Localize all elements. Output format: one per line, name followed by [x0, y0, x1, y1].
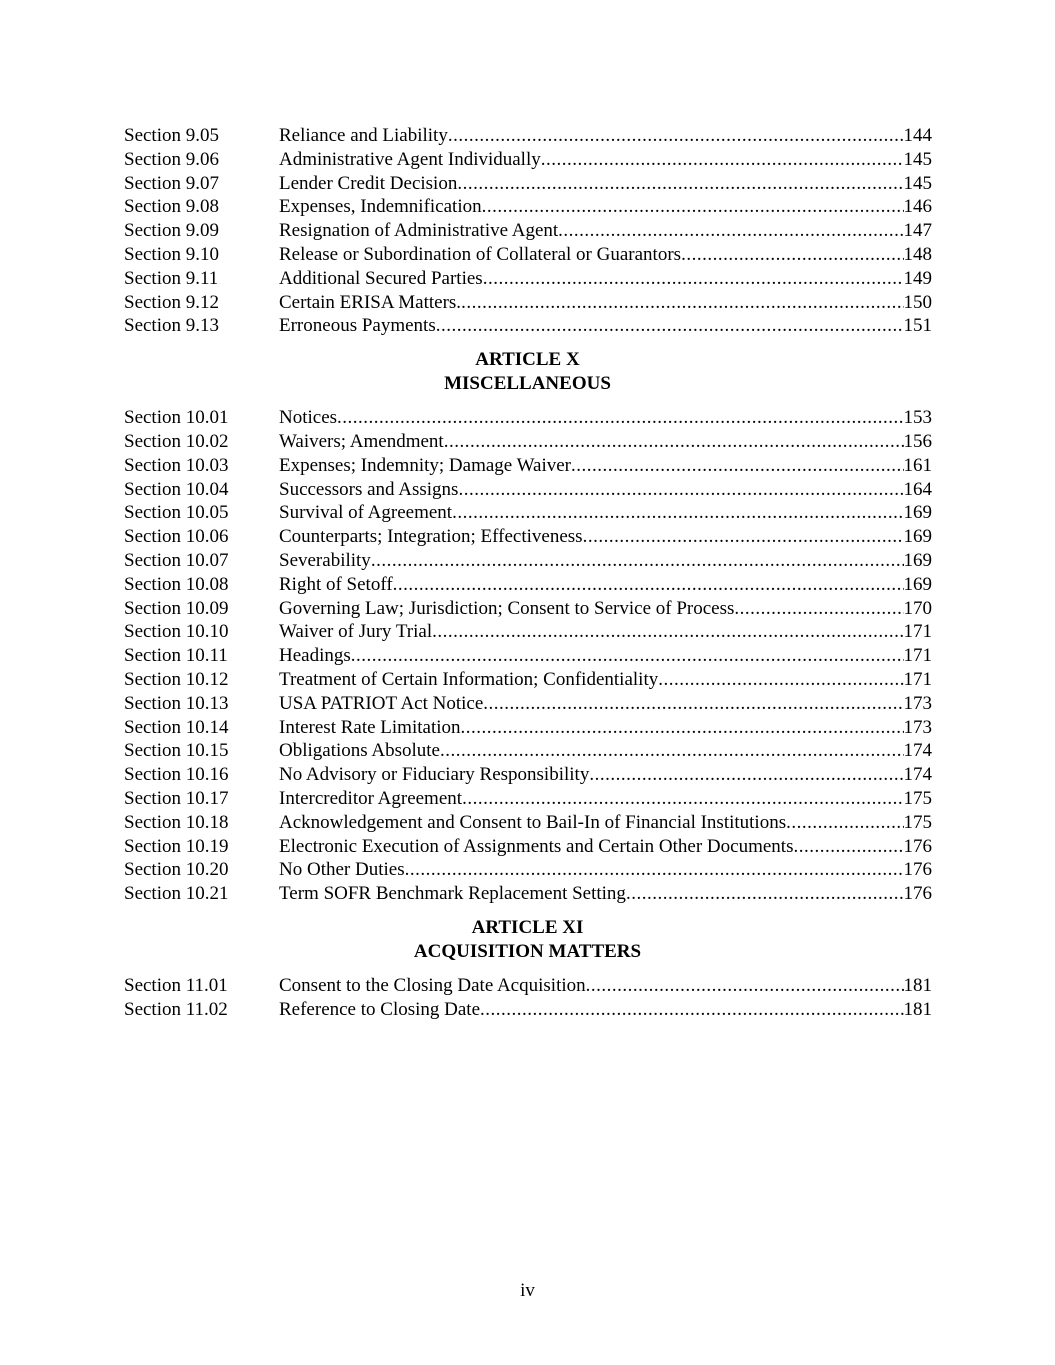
section-entry: [279, 406, 932, 430]
dot-leader: [658, 668, 903, 692]
section-number: Section 11.01: [124, 974, 228, 996]
section-page-number: 150: [903, 291, 932, 313]
section-number: Section 10.07: [124, 549, 229, 571]
section-title: Consent to the Closing Date Acquisition: [279, 974, 586, 996]
dot-leader: [457, 172, 903, 196]
article-xi-subtitle: ACQUISITION MATTERS: [413, 940, 642, 962]
toc-entry: [124, 835, 932, 859]
section-page-number: 149: [903, 267, 932, 289]
section-page-number: 148: [903, 243, 932, 265]
section-title: Treatment of Certain Information; Confidentiality: [279, 668, 659, 690]
section-page-number: 175: [903, 787, 932, 809]
article-xi-title: ARTICLE XI: [471, 916, 584, 938]
dot-leader: [444, 430, 904, 454]
section-title: Additional Secured Parties: [279, 267, 483, 289]
toc-entry: [124, 314, 932, 338]
dot-leader: [351, 644, 904, 668]
section-title: Survival of Agreement: [279, 502, 453, 524]
article-x-heading: [0, 348, 1055, 396]
section-entry: [279, 219, 932, 243]
section-number: Section 10.05: [124, 502, 229, 524]
section-number: Section 10.03: [124, 454, 229, 476]
section-page-number: 164: [903, 478, 932, 500]
section-number: Section 10.14: [124, 716, 229, 738]
section-title: Erroneous Payments: [279, 315, 436, 337]
section-title: USA PATRIOT Act Notice: [279, 692, 484, 714]
toc-entry: [124, 644, 932, 668]
toc-entry: [124, 787, 932, 811]
dot-leader: [483, 267, 904, 291]
section-entry: [279, 692, 932, 716]
section-title: Reference to Closing Date: [279, 998, 481, 1020]
toc-entry: [124, 525, 932, 549]
section-number: Section 9.13: [124, 315, 219, 337]
section-title: Severability: [279, 549, 371, 571]
section-title: Waiver of Jury Trial: [279, 621, 433, 643]
toc-entry: [124, 692, 932, 716]
section-page-number: 145: [903, 172, 932, 194]
toc-entry: [124, 716, 932, 740]
dot-leader: [432, 620, 903, 644]
toc-entry: [124, 406, 932, 430]
section-page-number: 156: [903, 430, 932, 452]
section-title: Acknowledgement and Consent to Bail-In of Financial Institutions: [279, 811, 787, 833]
dot-leader: [541, 148, 904, 172]
section-number: Section 10.02: [124, 430, 229, 452]
toc-entry: [124, 478, 932, 502]
section-number: Section 10.15: [124, 740, 229, 762]
section-number: Section 10.19: [124, 835, 229, 857]
toc-entry: [124, 974, 932, 998]
section-page-number: 173: [903, 692, 932, 714]
section-title: No Other Duties: [279, 859, 405, 881]
dot-leader: [483, 692, 903, 716]
section-entry: [279, 430, 932, 454]
toc-entry: [124, 430, 932, 454]
article-x-sections: [124, 406, 932, 906]
section-number: Section 9.11: [124, 267, 219, 289]
toc-entry: [124, 501, 932, 525]
section-number: Section 9.07: [124, 172, 219, 194]
section-page-number: 169: [903, 573, 932, 595]
dot-leader: [458, 478, 903, 502]
section-number: Section 10.21: [124, 883, 229, 905]
section-entry: [279, 739, 932, 763]
section-page-number: 169: [903, 549, 932, 571]
section-number: Section 9.09: [124, 220, 219, 242]
toc-entry: [124, 454, 932, 478]
section-title: Waivers; Amendment: [279, 430, 444, 452]
toc-entry: [124, 148, 932, 172]
page-number: iv: [520, 1280, 535, 1301]
section-page-number: 171: [903, 668, 932, 690]
dot-leader: [583, 525, 904, 549]
dot-leader: [461, 291, 903, 315]
dot-leader: [462, 787, 903, 811]
section-number: Section 9.06: [124, 148, 219, 170]
dot-leader: [405, 858, 904, 882]
section-entry: [279, 501, 932, 525]
section-title: Intercreditor Agreement: [279, 787, 463, 809]
section-entry: [279, 172, 932, 196]
section-page-number: 171: [903, 621, 932, 643]
section-number: Section 10.16: [124, 764, 229, 786]
section-page-number: 153: [903, 407, 932, 429]
section-entry: [279, 291, 932, 315]
section-page-number: 174: [903, 740, 932, 762]
section-page-number: 144: [903, 125, 932, 146]
toc-entry: [124, 219, 932, 243]
section-number: Section 9.10: [124, 243, 219, 265]
dot-leader: [786, 811, 903, 835]
section-title: Right of Setoff: [279, 573, 393, 595]
toc-entry: [124, 739, 932, 763]
dot-leader: [558, 219, 903, 243]
section-title: Lender Credit Decision: [279, 172, 458, 194]
section-title: Certain ERISA Matters.: [279, 291, 462, 313]
toc-entry: [124, 620, 932, 644]
section-title: Obligations Absolute: [279, 740, 440, 762]
dot-leader: [440, 739, 904, 763]
section-entry: [279, 549, 932, 573]
section-entry: [279, 124, 932, 148]
section-number: Section 10.08: [124, 573, 229, 595]
section-title: Release or Subordination of Collateral or Guarantors: [279, 243, 682, 265]
section-entry: [279, 195, 932, 219]
section-title: Expenses; Indemnity; Damage Waiver: [279, 454, 572, 476]
section-title: Governing Law; Jurisdiction; Consent to Service of Process: [279, 597, 735, 619]
dot-leader: [371, 549, 904, 573]
section-entry: [279, 974, 932, 998]
section-page-number: 169: [903, 502, 932, 524]
section-page-number: 170: [903, 597, 932, 619]
toc-entry: [124, 267, 932, 291]
section-entry: [279, 454, 932, 478]
section-number: Section 10.06: [124, 526, 229, 548]
section-number: Section 10.20: [124, 859, 229, 881]
section-page-number: 176: [903, 859, 932, 881]
section-title: Successors and Assigns: [279, 478, 459, 500]
section-entry: [279, 882, 932, 906]
toc-entry: [124, 573, 932, 597]
section-entry: [279, 478, 932, 502]
toc-entry: [124, 172, 932, 196]
section-page-number: 147: [903, 220, 932, 242]
section-entry: [279, 644, 932, 668]
table-of-contents: [124, 124, 932, 1022]
section-entry: [279, 763, 932, 787]
dot-leader: [482, 195, 904, 219]
toc-entry: [124, 668, 932, 692]
section-number: Section 10.09: [124, 597, 229, 619]
section-page-number: 175: [903, 811, 932, 833]
section-title: Expenses, Indemnification: [279, 196, 482, 218]
section-entry: [279, 668, 932, 692]
dot-leader: [461, 716, 904, 740]
section-entry: [279, 998, 932, 1022]
section-entry: [279, 716, 932, 740]
section-entry: [279, 858, 932, 882]
article-xi-sections: [124, 974, 932, 1022]
dot-leader: [586, 974, 904, 998]
section-entry: [279, 267, 932, 291]
article-ix-sections: [124, 124, 932, 338]
dot-leader: [571, 454, 903, 478]
section-entry: [279, 811, 932, 835]
toc-entry: [124, 882, 932, 906]
toc-entry: [124, 998, 932, 1022]
section-title: Counterparts; Integration; Effectiveness: [279, 526, 583, 548]
toc-entry: [124, 243, 932, 267]
section-title: Reliance and Liability: [279, 125, 448, 146]
toc-entry: [124, 763, 932, 787]
toc-entry: [124, 597, 932, 621]
dot-leader: [448, 124, 904, 148]
section-page-number: 181: [903, 998, 932, 1020]
toc-entry: [124, 858, 932, 882]
toc-entry: [124, 291, 932, 315]
section-entry: [279, 148, 932, 172]
toc-entry: [124, 811, 932, 835]
section-number: Section 10.04: [124, 478, 229, 500]
section-number: Section 10.13: [124, 692, 229, 714]
toc-entry: [124, 549, 932, 573]
section-title: Term SOFR Benchmark Replacement Setting: [279, 883, 626, 905]
section-page-number: 171: [903, 645, 932, 667]
section-page-number: 151: [903, 315, 932, 337]
section-title: Resignation of Administrative Agent: [279, 220, 559, 242]
article-x-subtitle: MISCELLANEOUS: [444, 373, 611, 395]
toc-entry: [124, 195, 932, 219]
section-entry: [279, 620, 932, 644]
dot-leader: [393, 573, 904, 597]
section-entry: [279, 314, 932, 338]
section-number: Section 11.02: [124, 998, 228, 1020]
dot-leader: [681, 243, 903, 267]
section-title: Interest Rate Limitation: [279, 716, 461, 738]
section-number: Section 10.17: [124, 787, 229, 809]
toc-entry: [124, 124, 932, 148]
section-title: Administrative Agent Individually: [279, 148, 541, 170]
dot-leader: [793, 835, 903, 859]
section-page-number: 146: [903, 196, 932, 218]
section-entry: [279, 835, 932, 859]
section-page-number: 145: [903, 148, 932, 170]
section-number: Section 9.08: [124, 196, 219, 218]
section-title: Headings: [279, 645, 351, 667]
section-entry: [279, 787, 932, 811]
dot-leader: [734, 597, 903, 621]
section-entry: [279, 573, 932, 597]
section-number: Section 10.10: [124, 621, 229, 643]
section-entry: [279, 243, 932, 267]
dot-leader: [452, 501, 903, 525]
dot-leader: [480, 998, 903, 1022]
section-number: Section 9.05: [124, 125, 219, 146]
section-number: Section 10.01: [124, 407, 229, 429]
section-page-number: 169: [903, 526, 932, 548]
dot-leader: [337, 406, 903, 430]
section-number: Section 10.11: [124, 645, 228, 667]
section-page-number: 173: [903, 716, 932, 738]
dot-leader: [589, 763, 903, 787]
section-entry: [279, 525, 932, 549]
section-title: No Advisory or Fiduciary Responsibility: [279, 764, 590, 786]
section-page-number: 176: [903, 883, 932, 905]
section-page-number: 161: [903, 454, 932, 476]
article-x-title: ARTICLE X: [475, 349, 580, 371]
article-xi-heading: [0, 916, 1055, 964]
section-number: Section 10.12: [124, 668, 229, 690]
section-page-number: 174: [903, 764, 932, 786]
dot-leader: [626, 882, 904, 906]
section-title: Electronic Execution of Assignments and Certain Other Documents: [279, 835, 794, 857]
section-number: Section 10.18: [124, 811, 229, 833]
dot-leader: [436, 314, 904, 338]
section-title: Notices: [279, 407, 338, 429]
section-entry: [279, 597, 932, 621]
section-page-number: 176: [903, 835, 932, 857]
section-page-number: 181: [903, 974, 932, 996]
section-number: Section 9.12: [124, 291, 219, 313]
